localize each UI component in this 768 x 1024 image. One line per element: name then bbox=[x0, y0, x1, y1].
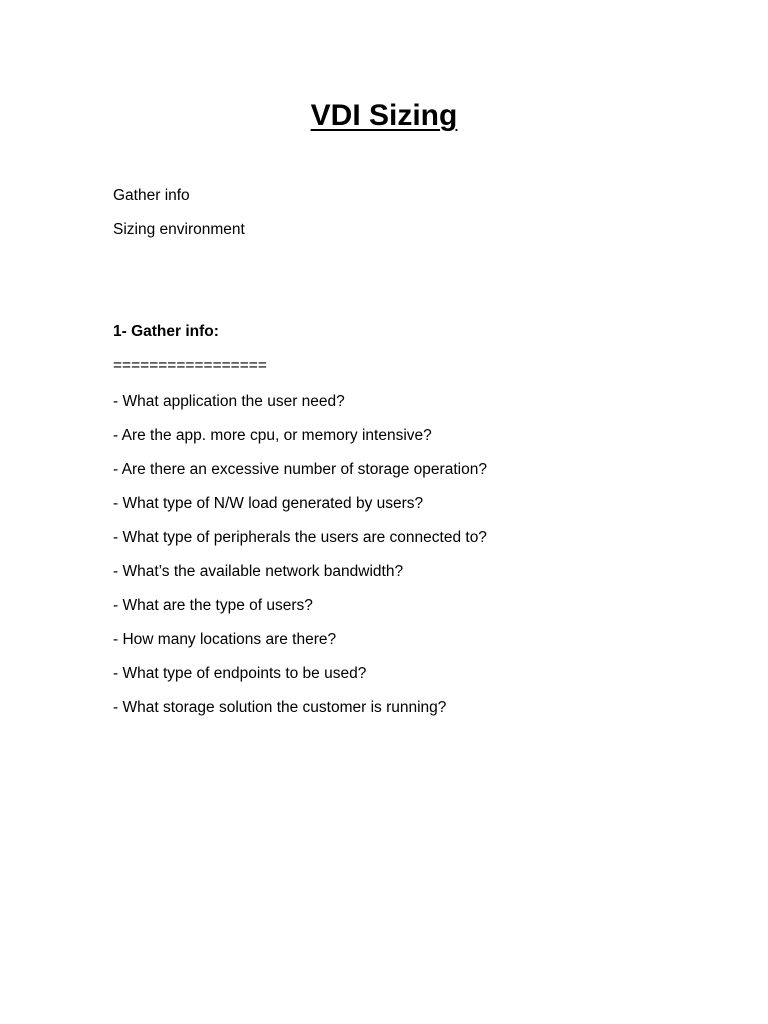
question-item: - What application the user need? bbox=[113, 393, 345, 410]
question-list bbox=[113, 392, 487, 732]
toc-item-sizing-environment: Sizing environment bbox=[113, 221, 245, 238]
question-item: - Are there an excessive number of storage operation? bbox=[113, 461, 487, 478]
question-item: - What storage solution the customer is running? bbox=[113, 699, 447, 716]
question-item: - What type of endpoints to be used? bbox=[113, 665, 367, 682]
document-title: VDI Sizing bbox=[310, 99, 458, 132]
question-item: - What are the type of users? bbox=[113, 597, 313, 614]
question-item: - How many locations are there? bbox=[113, 631, 337, 648]
question-item: - What type of peripherals the users are connected to? bbox=[113, 529, 487, 546]
question-item: - Are the app. more cpu, or memory intensive? bbox=[113, 427, 432, 444]
question-item: - What type of N/W load generated by users? bbox=[113, 495, 424, 512]
question-item: - What’s the available network bandwidth? bbox=[113, 563, 404, 580]
toc-item-gather-info: Gather info bbox=[113, 187, 190, 204]
section-heading: 1- Gather info: bbox=[113, 323, 219, 340]
section-separator: ================= bbox=[113, 357, 267, 374]
